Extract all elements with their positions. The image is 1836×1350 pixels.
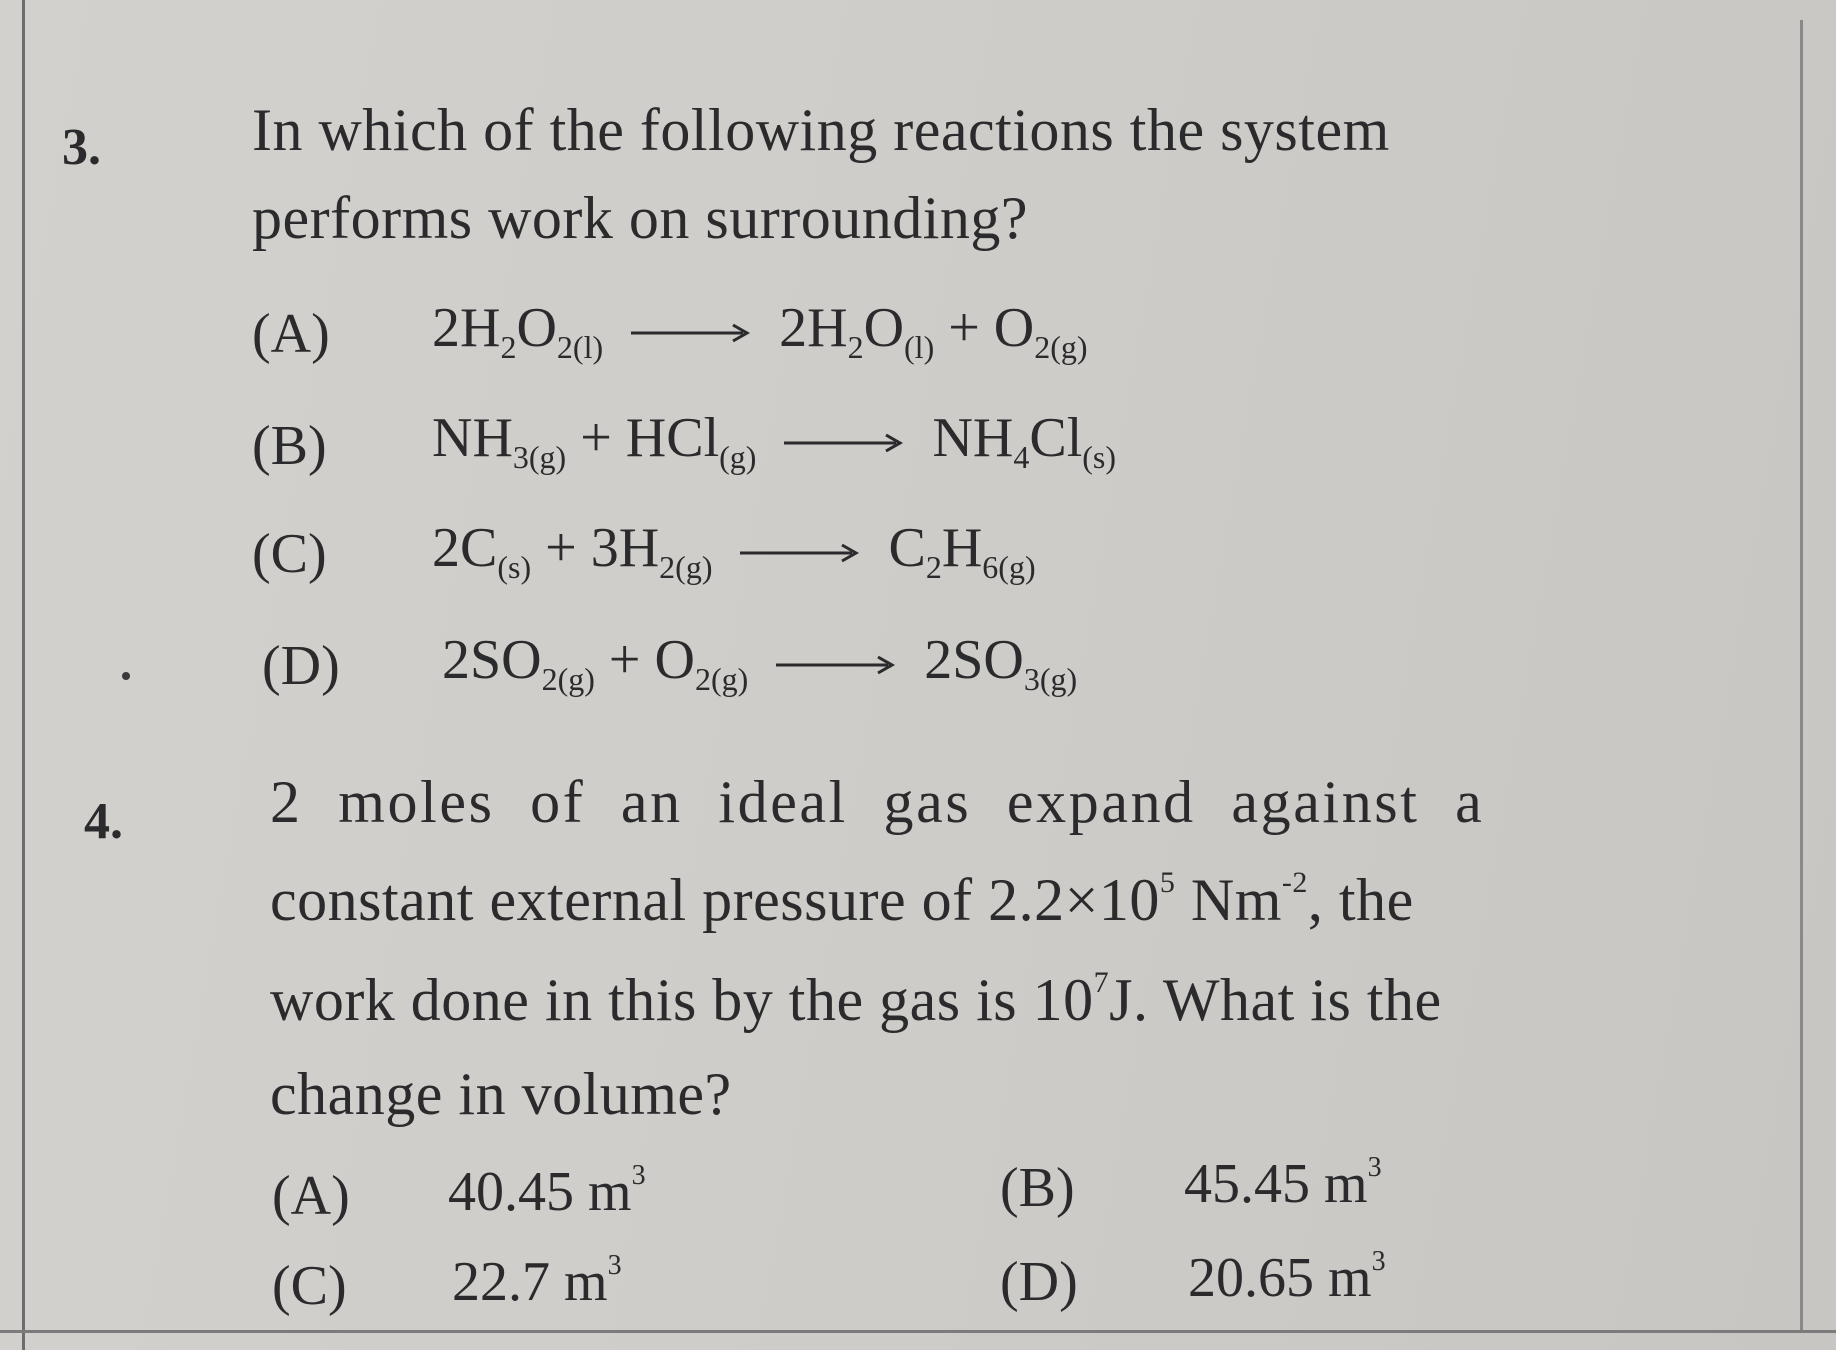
question-3-option-a-label: (A) xyxy=(252,303,330,365)
equation-reactants xyxy=(432,407,757,475)
subscript: 2(g) xyxy=(659,549,713,585)
right-border-line xyxy=(1800,20,1803,1330)
subscript: (g) xyxy=(719,439,757,475)
subscript: 2(g) xyxy=(1034,329,1088,365)
text-run: constant external pressure of 2.2×10 xyxy=(270,867,1160,933)
reaction-arrow-icon xyxy=(784,429,904,457)
equation-reactants xyxy=(442,629,749,697)
reaction-arrow-icon xyxy=(776,651,896,679)
question-4-number: 4. xyxy=(84,793,123,850)
text-run: + O xyxy=(594,629,695,691)
question-4-option-d-value[interactable] xyxy=(1188,1246,1386,1309)
question-4-option-c-label: (C) xyxy=(272,1255,347,1317)
pencil-mark-dot xyxy=(122,672,130,680)
text-run: work done in this by the gas is 10 xyxy=(270,967,1094,1033)
question-4-option-b-value[interactable] xyxy=(1184,1152,1382,1215)
question-3-number: 3. xyxy=(62,119,101,176)
text-run: Cl xyxy=(1029,407,1083,469)
text-run: 2H xyxy=(779,297,848,359)
question-3-option-a-equation[interactable] xyxy=(432,297,1088,365)
subscript: (l) xyxy=(904,329,935,365)
reaction-arrow-icon xyxy=(631,319,751,347)
text-run: Nm xyxy=(1175,867,1282,933)
text-run: + O xyxy=(934,297,1035,359)
text-run: H xyxy=(941,517,983,579)
question-3-option-d-equation[interactable] xyxy=(442,629,1078,697)
subscript: 2(g) xyxy=(694,661,749,697)
subscript: 2(l) xyxy=(556,329,604,365)
text-run: O xyxy=(863,297,905,359)
question-4-option-a-value[interactable] xyxy=(448,1160,646,1223)
text-run: NH xyxy=(432,407,513,469)
text-run: C xyxy=(888,517,926,579)
subscript: (s) xyxy=(497,549,532,585)
unit-exponent: 3 xyxy=(1371,1246,1386,1277)
question-3-option-b-label: (B) xyxy=(252,415,327,477)
equation-products xyxy=(924,629,1078,697)
question-4-option-a-label: (A) xyxy=(272,1165,350,1227)
equation-reactants xyxy=(432,517,713,585)
subscript: (s) xyxy=(1082,439,1117,475)
equation-reactants xyxy=(432,297,604,365)
option-value-text: 20.65 m xyxy=(1188,1247,1372,1309)
subscript: 2 xyxy=(500,329,517,365)
text-run: 2H xyxy=(432,297,501,359)
reaction-arrow-icon xyxy=(740,539,860,567)
subscript: 2 xyxy=(847,329,864,365)
text-run: O xyxy=(516,297,557,359)
text-run: , the xyxy=(1307,867,1414,933)
text-run: 2C xyxy=(432,517,498,579)
text-run: NH xyxy=(932,407,1014,469)
question-4-stem-line-4: change in volume? xyxy=(270,1061,732,1127)
question-4-stem-line-3 xyxy=(270,966,1442,1033)
superscript: 5 xyxy=(1159,866,1176,899)
superscript: -2 xyxy=(1281,866,1308,899)
unit-exponent: 3 xyxy=(631,1160,646,1191)
question-4-option-d-label: (D) xyxy=(1000,1251,1078,1313)
text-run: + 3H xyxy=(531,517,660,579)
text-run: + HCl xyxy=(566,407,720,469)
option-value-text: 45.45 m xyxy=(1184,1153,1368,1215)
bottom-border-line xyxy=(0,1330,1836,1333)
question-3-stem-line-1: In which of the following reactions the system xyxy=(252,97,1390,163)
text-run: 2SO xyxy=(442,629,542,691)
option-value-text: 40.45 m xyxy=(448,1161,632,1223)
subscript: 6(g) xyxy=(982,549,1036,585)
question-3-stem-line-2: performs work on surrounding? xyxy=(252,185,1029,251)
question-3-option-c-equation[interactable] xyxy=(432,517,1036,585)
question-3-option-b-equation[interactable] xyxy=(432,407,1117,475)
question-4-option-c-value[interactable] xyxy=(452,1250,622,1313)
equation-products xyxy=(779,297,1088,365)
equation-products xyxy=(932,407,1117,475)
question-3-option-c-label: (C) xyxy=(252,523,327,585)
equation-products xyxy=(888,517,1036,585)
left-border-line xyxy=(22,0,25,1350)
subscript: 2(g) xyxy=(541,661,595,697)
text-run: J. What is the xyxy=(1109,967,1442,1033)
subscript: 4 xyxy=(1013,439,1030,475)
unit-exponent: 3 xyxy=(1367,1152,1382,1183)
question-3-option-d-label: (D) xyxy=(262,635,340,697)
question-4-stem-line-1: 2 moles of an ideal gas expand against a xyxy=(270,769,1485,835)
unit-exponent: 3 xyxy=(607,1250,622,1281)
superscript: 7 xyxy=(1093,966,1110,999)
subscript: 3(g) xyxy=(1023,661,1078,697)
text-run: 2SO xyxy=(924,629,1024,691)
question-4-option-b-label: (B) xyxy=(1000,1157,1075,1219)
option-value-text: 22.7 m xyxy=(452,1251,608,1313)
question-4-stem-line-2 xyxy=(270,866,1414,933)
subscript: 3(g) xyxy=(512,439,567,475)
subscript: 2 xyxy=(925,549,942,585)
